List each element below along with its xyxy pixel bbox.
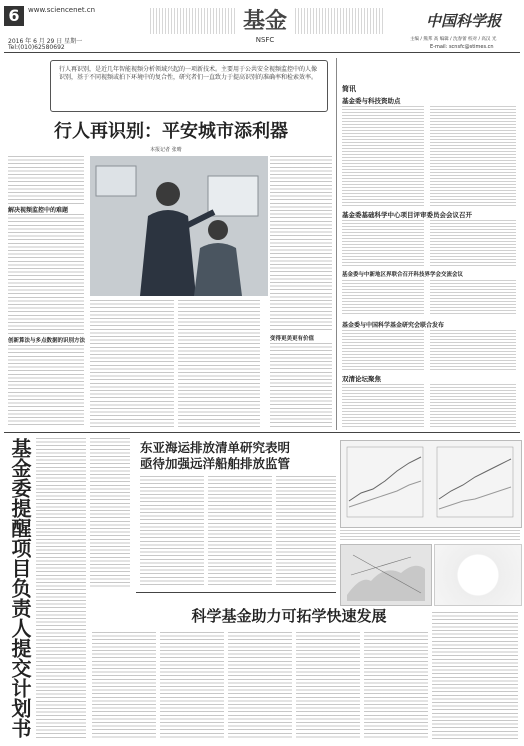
- lead-headline: 行人再识别：平安城市添利器: [54, 121, 288, 142]
- section-rule: [4, 432, 520, 433]
- lead-photo-scene: [90, 156, 268, 296]
- map-graphic: [341, 545, 431, 605]
- lead-intro-box: [50, 60, 328, 112]
- lead-body-col-1b: [8, 214, 84, 334]
- sidebar-item-body: [342, 220, 424, 266]
- sidebar-item-body: [342, 106, 424, 206]
- middle-body-col: [140, 476, 204, 586]
- bottom-body-col: [92, 632, 156, 740]
- left-story-body: [90, 438, 130, 588]
- sidebar-item-body: [342, 384, 424, 428]
- page-number-box: 6: [4, 6, 24, 26]
- sidebar-item-body: [430, 330, 516, 370]
- map-figure: [340, 544, 432, 606]
- editor-line: 主编 / 熊邦 高 编辑 / 沈春蕾 校对 / 高汉 光: [410, 37, 497, 42]
- lead-subhead-1: 解决视频监控中的难题: [8, 207, 69, 214]
- vertical-headline: 基金委提醒项目负责人提交计划书: [8, 438, 32, 738]
- email-line: E-mail: scnsfc@stimes.cn: [430, 44, 494, 50]
- sidebar-item-title: 基金委与中新地区界联合召开科技界学会交流会议: [342, 272, 464, 278]
- bottom-body-col: [364, 632, 428, 740]
- lead-body-col-1c: [8, 345, 84, 427]
- lead-body-col-4b: [270, 343, 332, 427]
- lead-body-col-1: [8, 156, 84, 204]
- date-line: 2016 年 6 月 29 日 星期一: [8, 38, 83, 45]
- lead-subhead-2: 创新算法与多点数据的识别方法: [8, 338, 86, 344]
- lead-byline: 本报记者 张晴: [150, 147, 182, 153]
- sidebar-item-body: [430, 220, 516, 266]
- header-band-left: [150, 8, 235, 34]
- lead-intro-text: 行人再识别，是近几年智能视频分析领域兴起的一项新技术。主要用于公共安全视频监控中的人像识别，基于不同视频或拍下环境中的复合性，研究者们一直致力于提高识别的准确率和检索效率。: [59, 66, 318, 81]
- emission-figure-graphic: [341, 441, 521, 527]
- bottom-body-col: [228, 632, 292, 740]
- lead-subhead-3: 变得更美更有价值: [270, 336, 315, 342]
- website-url: www.sciencenet.cn: [28, 6, 96, 14]
- masthead-logo: 中国科学报: [426, 12, 502, 30]
- phone-line: Tel:(010)62580692: [8, 44, 65, 51]
- lead-body-col-3: [178, 300, 260, 427]
- sidebar-item-title: 基金委基础科学中心项目评审委员会会议召开: [342, 211, 472, 219]
- sidebar-item-title: 基金委与中国科学基金研究会联合发布: [342, 322, 445, 329]
- sidebar-section-label: 简讯: [342, 85, 356, 93]
- middle-body-col: [208, 476, 272, 586]
- sidebar-item-body: [342, 280, 424, 316]
- sidebar-item-title: 双清论坛聚焦: [342, 375, 381, 383]
- bottom-body-col: [296, 632, 360, 740]
- lead-photo: [90, 156, 268, 296]
- section-subtitle: NSFC: [255, 36, 275, 44]
- section-rule: [136, 592, 336, 593]
- ship-photo: [434, 544, 522, 606]
- section-title: 基金: [242, 8, 287, 34]
- figure-caption: [340, 530, 520, 540]
- middle-headline-1: 东亚海运排放清单研究表明: [140, 440, 291, 455]
- header-rule: [4, 52, 520, 53]
- bottom-headline: 科学基金助力可拓学快速发展: [191, 607, 387, 625]
- bottom-body-col: [432, 612, 518, 740]
- middle-body-col: [276, 476, 336, 586]
- emission-figure: [340, 440, 522, 528]
- left-story-body: [36, 438, 86, 738]
- sidebar-item-body: [430, 384, 516, 428]
- lead-body-col-4: [270, 156, 332, 331]
- middle-headline-2: 亟待加强远洋船舶排放监管: [140, 456, 291, 471]
- bottom-body-col: [160, 632, 224, 740]
- sidebar-item-body: [430, 106, 516, 206]
- lead-body-col-2: [90, 300, 174, 427]
- header-band-right: [295, 8, 385, 34]
- sidebar-item-body: [342, 330, 424, 370]
- sidebar-item-body: [430, 280, 516, 316]
- sidebar-item-title: 基金委与科技资助点: [342, 97, 401, 105]
